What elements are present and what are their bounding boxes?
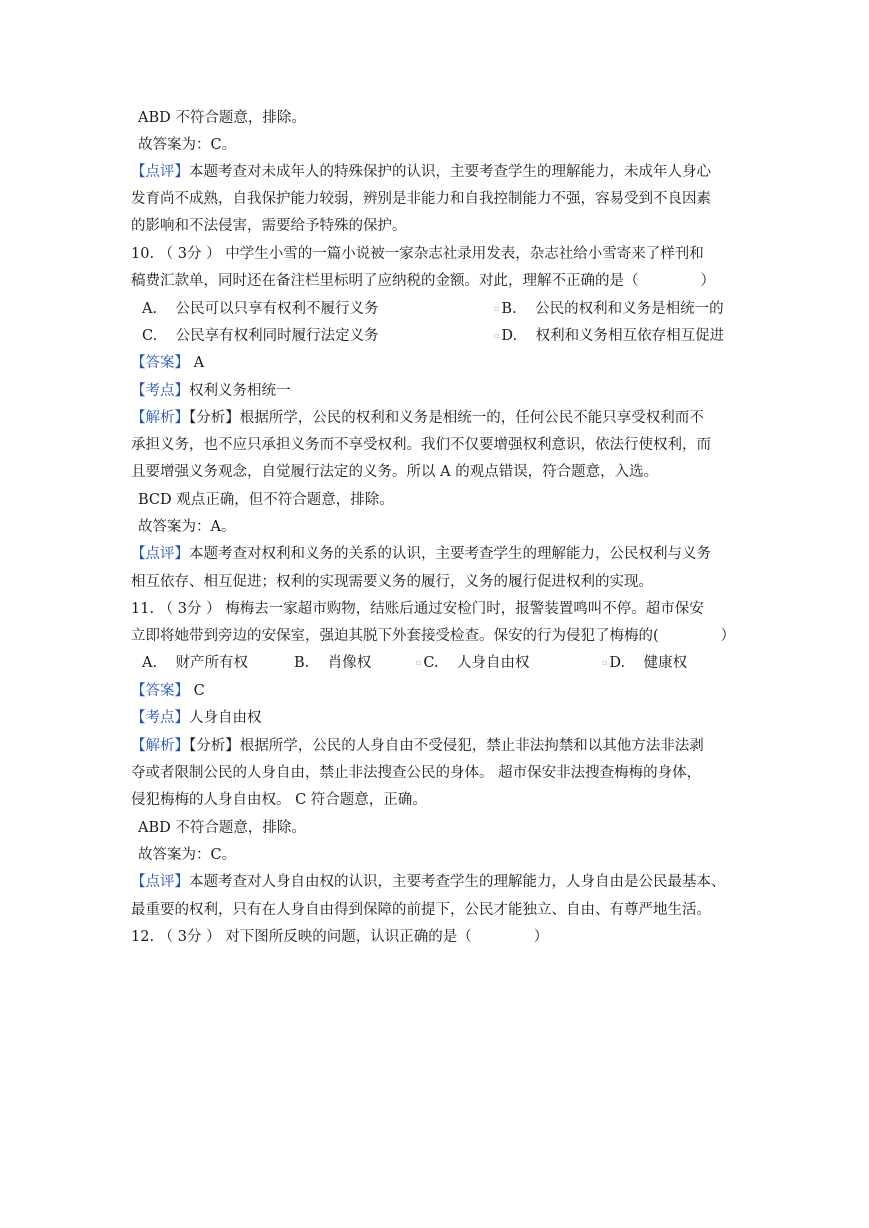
q11-analysis-line-5: 故答案为：C。 [138,847,237,863]
option-marker-icon: ▫ [416,658,422,667]
q9-comment-line-2: 发育尚不成熟，自我保护能力较弱，辨别是非能力和自我控制能力不强，容易受到不良因素 [131,191,711,207]
option-text: 肖像权 [327,655,372,671]
option-text: 公民享有权利同时履行法定义务 [175,328,379,344]
point-value: 人身自由权 [189,710,262,726]
option-letter: B. [501,301,517,317]
q10-point-line [131,381,291,401]
comment-text: 本题考查对权利和义务的关系的认识，主要考查学生的理解能力，公民权利与义务 [189,546,711,562]
answer-tag: 【答案】 [131,683,189,699]
q12-stem-line-1 [131,927,548,947]
q10-analysis-line-4: BCD 观点正确，但不符合题意，排除。 [138,492,394,508]
q11-stem-close: ） [720,628,736,644]
option-letter: B. [294,655,310,671]
option-letter: D. [609,655,626,671]
q9-exclusion-line: ABD 不符合题意，排除。 [138,110,306,126]
q11-stem-line-2 [131,626,735,646]
q11-option-a [142,653,248,673]
q10-stem-close: ） [700,273,715,289]
analysis-tag: 【解析】 [131,738,189,754]
q11-option-d [602,653,687,673]
q11-option-b [294,653,371,673]
q10-option-d [494,326,724,346]
q11-analysis-line-4: ABD 不符合题意，排除。 [138,820,306,836]
comment-tag: 【点评】 [131,546,189,562]
q9-comment-line-3: 的影响和不法侵害，需要给予特殊的保护。 [131,218,407,234]
q10-option-c [142,326,379,346]
q10-answer-line [131,353,204,373]
q10-comment-line-1 [131,544,711,564]
option-letter: C. [142,328,158,344]
q9-comment-line-1 [131,162,711,182]
q11-comment-line-1 [131,872,726,892]
point-tag: 【考点】 [131,383,189,399]
point-tag: 【考点】 [131,710,189,726]
q11-stem-text: 立即将她带到旁边的安保室，强迫其脱下外套接受检查。保安的行为侵犯了梅梅的( [131,628,659,644]
q11-answer-line [131,681,205,701]
q11-analysis-line-2: 夺或者限制公民的人身自由，禁止非法搜查公民的身体。 超市保安非法搜查梅梅的身体， [131,765,702,781]
option-text: 公民可以只享有权利不履行义务 [175,301,379,317]
option-text: 人身自由权 [457,655,530,671]
comment-text: 本题考查对人身自由权的认识，主要考查学生的理解能力，人身自由是公民最基本、 [189,874,726,890]
option-text: 健康权 [643,655,688,671]
q11-analysis-line-3: 侵犯梅梅的人身自由权。 C 符合题意，正确。 [131,792,427,808]
comment-tag: 【点评】 [131,874,189,890]
q10-analysis-line-5: 故答案为：A。 [138,519,236,535]
q10-comment-line-2: 相互依存、相互促进；权利的实现需要义务的履行，义务的履行促进权利的实现。 [131,574,653,590]
q12-stem-text: 12. （ 3分 ） 对下图所反映的问题，认识正确的是（ [131,929,472,945]
option-marker-icon: ▫ [494,304,500,313]
option-marker-icon: ▫ [602,658,608,667]
analysis-tag: 【解析】 [131,410,189,426]
q11-point-line [131,708,262,728]
q9-answer-line: 故答案为：C。 [138,137,237,153]
option-text: 权利和义务相互依存相互促进 [535,328,725,344]
comment-tag: 【点评】 [131,164,189,180]
q11-analysis-line-1 [131,736,704,756]
option-letter: A. [142,655,158,671]
comment-text: 本题考查对未成年人的特殊保护的认识，主要考查学生的理解能力，未成年人身心 [189,164,711,180]
q10-stem-line-2 [131,271,715,291]
q10-stem-text: 稿费汇款单，同时还在备注栏里标明了应纳税的金额。对此，理解不正确的是（ [131,273,639,289]
option-letter: D. [501,328,518,344]
q10-option-b [494,299,724,319]
option-text: 公民的权利和义务是相统一的 [535,301,724,317]
answer-value: A [193,355,205,371]
analysis-text: 【分析】根据所学，公民的权利和义务是相统一的，任何公民不能只享受权利而不 [189,410,704,426]
option-letter: C. [423,655,439,671]
analysis-text: 【分析】根据所学，公民的人身自由不受侵犯，禁止非法拘禁和以其他方法非法剥 [189,738,704,754]
option-marker-icon: ▫ [494,331,500,340]
q10-option-a [142,299,379,319]
option-letter: A. [142,301,158,317]
q10-stem-line-1: 10. （ 3分 ） 中学生小雪的一篇小说被一家杂志社录用发表，杂志社给小雪寄来了样刊和 [131,246,704,262]
answer-tag: 【答案】 [131,355,189,371]
q10-analysis-line-3: 且要增强义务观念，自觉履行法定的义务。所以 A 的观点错误，符合题意，入选。 [131,464,659,480]
q11-stem-line-1: 11. （ 3分 ） 梅梅去一家超市购物，结账后通过安检门时，报警装置鸣叫不停。超市保安 [131,601,704,617]
q11-comment-line-2: 最重要的权利，只有在人身自由得到保障的前提下，公民才能独立、自由、有尊严地生活。 [131,902,711,918]
point-value: 权利义务相统一 [189,383,291,399]
option-text: 财产所有权 [175,655,249,671]
q10-analysis-line-2: 承担义务，也不应只承担义务而不享受权利。我们不仅要增强权利意识，依法行使权利，而 [131,437,711,453]
q11-option-c [416,653,530,673]
q12-stem-close: ） [533,929,549,945]
q10-analysis-line-1 [131,408,704,428]
answer-value: C [193,683,205,699]
